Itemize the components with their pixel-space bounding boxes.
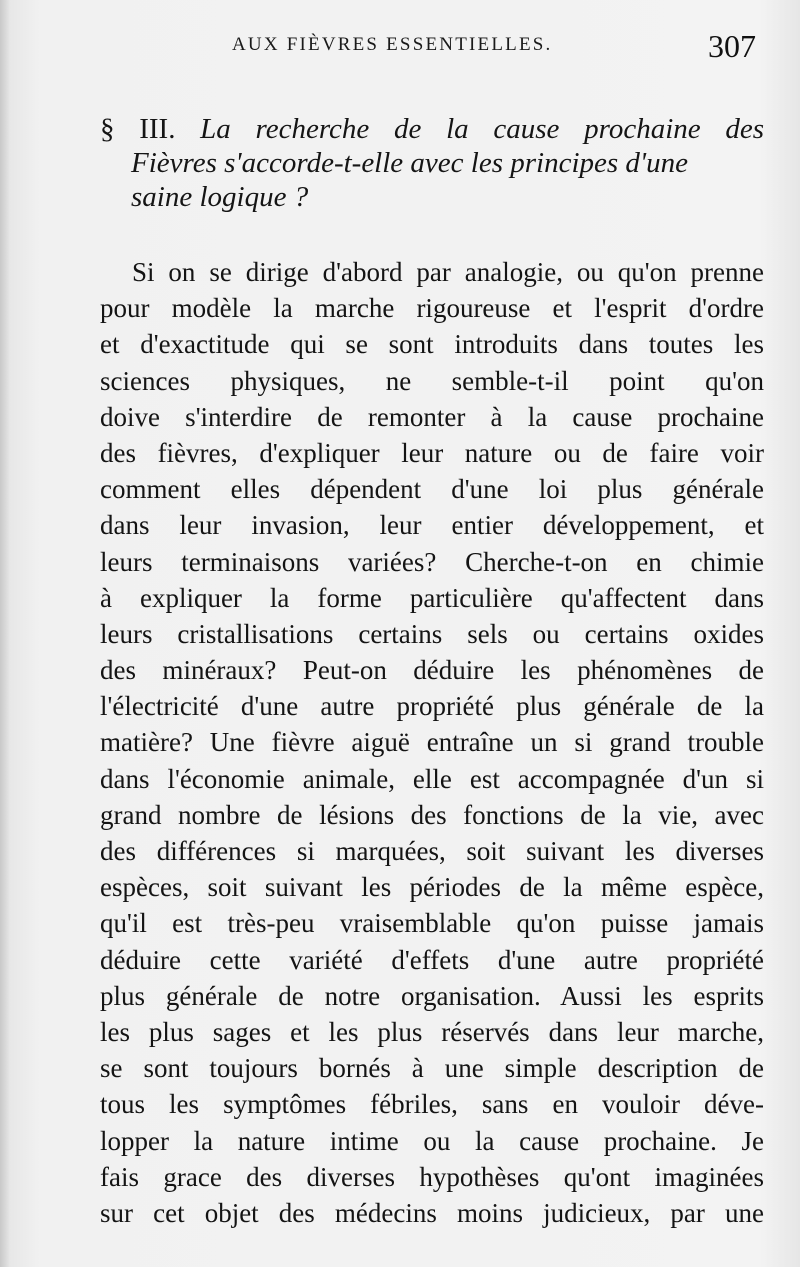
text-line: doive s'interdire de remonter à la cause prochaine xyxy=(100,401,764,432)
section-title-line: Fièvres s'accorde-t-elle avec les principes d'une xyxy=(131,147,689,179)
text-line: matière? Une fièvre aiguë entraîne un si grand trouble xyxy=(100,727,764,758)
section-heading-line xyxy=(100,112,764,146)
text-line: qu'il est très-peu vraisemblable qu'on puisse jamais xyxy=(100,908,764,939)
text-line: espèces, soit suivant les périodes de la même espèce, xyxy=(100,872,764,903)
text-line: à expliquer la forme particulière qu'affectent dans xyxy=(100,582,764,613)
text-line: sur cet objet des médecins moins judicieux, par une xyxy=(100,1197,764,1228)
section-number: § III. xyxy=(100,113,176,145)
running-title: AUX FIÈVRES ESSENTIELLES. xyxy=(232,34,553,55)
text-line: fais grace des diverses hypothèses qu'ont imaginées xyxy=(100,1161,764,1192)
text-line: comment elles dépendent d'une loi plus générale xyxy=(100,474,764,505)
text-line: plus générale de notre organisation. Aussi les esprits xyxy=(100,980,764,1011)
text-line: dans leur invasion, leur entier développement, et xyxy=(100,510,764,541)
page-number: 307 xyxy=(708,28,756,64)
section-title-line: La recherche de la cause prochaine des xyxy=(200,113,765,145)
text-line: l'électricité d'une autre propriété plus générale de la xyxy=(100,691,764,722)
text-line: des minéraux? Peut-on déduire les phénomènes de xyxy=(100,655,764,686)
text-line: tous les symptômes fébriles, sans en vouloir déve- xyxy=(100,1089,764,1120)
text-line: leurs cristallisations certains sels ou certains oxides xyxy=(100,618,764,649)
text-line: sciences physiques, ne semble-t-il point qu'on xyxy=(100,365,764,396)
text-line: pour modèle la marche rigoureuse et l'esprit d'ordre xyxy=(100,293,764,324)
section-title-line: saine logique ? xyxy=(131,181,309,213)
body-paragraph xyxy=(100,254,764,1231)
text-line: grand nombre de lésions des fonctions de la vie, avec xyxy=(100,799,764,830)
text-line: déduire cette variété d'effets d'une autre propriété xyxy=(100,944,764,975)
page-edge-shadow xyxy=(0,0,10,1267)
text-line: se sont toujours bornés à une simple description de xyxy=(100,1053,764,1084)
text-line: des différences si marquées, soit suivant les diverses xyxy=(100,836,764,866)
text-line: et d'exactitude qui se sont introduits dans toutes les xyxy=(100,329,764,360)
text-line: des fièvres, d'expliquer leur nature ou de faire voir xyxy=(100,437,764,468)
text-line: lopper la nature intime ou la cause prochaine. Je xyxy=(100,1125,764,1156)
section-heading xyxy=(100,112,764,214)
text-line: dans l'économie animale, elle est accompagnée d'un si xyxy=(100,763,764,794)
text-line: leurs terminaisons variées? Cherche-t-on en chimie xyxy=(100,546,764,577)
text-line: Si on se dirige d'abord par analogie, ou qu'on prenne xyxy=(132,257,764,287)
text-line: les plus sages et les plus réservés dans leur marche, xyxy=(100,1016,764,1047)
